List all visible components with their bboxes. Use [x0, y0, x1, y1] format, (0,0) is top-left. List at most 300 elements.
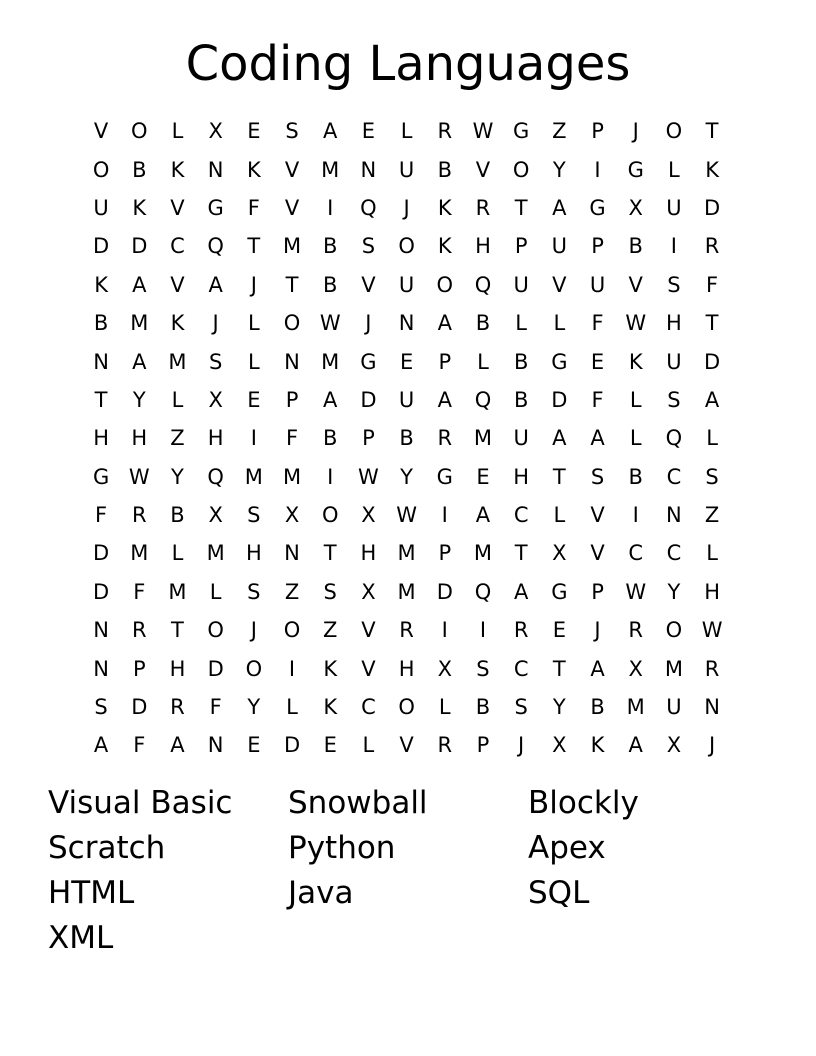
grid-letter: L — [553, 503, 566, 528]
grid-letter: B — [475, 311, 491, 336]
grid-letter: J — [250, 618, 257, 643]
grid-letter: Z — [704, 503, 720, 528]
grid-letter: M — [321, 349, 340, 374]
grid-letter: R — [131, 618, 147, 643]
grid-letter: L — [629, 426, 642, 451]
grid-letter: A — [170, 733, 185, 758]
grid-letter: S — [705, 464, 719, 489]
grid-row — [82, 419, 732, 457]
grid-letter: R — [131, 503, 147, 528]
grid-letter: Y — [552, 695, 566, 720]
grid-letter: V — [475, 157, 491, 182]
grid-letter: M — [168, 349, 187, 374]
grid-letter: U — [666, 695, 682, 720]
grid-letter: E — [323, 733, 337, 758]
grid-letter: Z — [552, 119, 567, 144]
grid-letter: I — [441, 503, 448, 528]
grid-letter: L — [515, 311, 527, 336]
grid-letter: H — [666, 311, 682, 336]
grid-letter: O — [131, 119, 148, 144]
grid-letter: V — [590, 503, 605, 528]
grid-letter: L — [668, 157, 680, 182]
grid-letter: H — [398, 656, 415, 681]
grid-letter: M — [321, 157, 340, 182]
grid-letter: A — [590, 426, 605, 451]
grid-letter: B — [513, 387, 529, 412]
grid-letter: L — [438, 695, 451, 720]
grid-letter: C — [666, 464, 682, 489]
grid-letter: A — [437, 311, 452, 336]
grid-letter: L — [247, 311, 260, 336]
grid-letter: U — [589, 272, 606, 297]
grid-letter: Z — [284, 579, 300, 604]
grid-letter: X — [628, 656, 643, 681]
word-list-item: Apex — [528, 829, 606, 866]
grid-letter: T — [514, 541, 528, 566]
grid-letter: L — [553, 311, 566, 336]
grid-letter: T — [552, 464, 566, 489]
grid-letter: P — [591, 579, 604, 604]
word-list-item: SQL — [528, 874, 590, 911]
grid-letter: F — [247, 195, 260, 220]
grid-letter: S — [94, 695, 108, 720]
grid-letter: N — [207, 157, 224, 182]
grid-letter: Y — [400, 464, 413, 489]
grid-letter: N — [93, 618, 109, 643]
grid-letter: O — [92, 157, 110, 182]
grid-letter: A — [704, 387, 720, 412]
grid-letter: D — [436, 579, 453, 604]
grid-letter: I — [327, 464, 334, 489]
grid-letter: J — [250, 272, 257, 297]
grid-letter: S — [208, 349, 223, 374]
grid-letter: L — [209, 579, 222, 604]
grid-letter: P — [285, 387, 299, 412]
grid-letter: D — [93, 579, 110, 604]
grid-letter: K — [437, 234, 452, 259]
grid-row — [82, 381, 732, 419]
grid-letter: W — [625, 311, 647, 336]
grid-letter: W — [701, 618, 723, 643]
grid-letter: L — [477, 349, 489, 374]
grid-letter: V — [170, 195, 185, 220]
grid-letter: C — [170, 234, 185, 259]
grid-letter: P — [514, 234, 528, 259]
grid-letter: B — [93, 311, 109, 336]
grid-letter: V — [628, 272, 643, 297]
grid-letter: H — [704, 579, 720, 604]
grid-letter: S — [247, 503, 261, 528]
word-list-item: Java — [288, 874, 354, 911]
grid-letter: G — [360, 349, 377, 374]
grid-letter: B — [399, 426, 414, 451]
grid-letter: R — [704, 656, 720, 681]
grid-letter: T — [705, 119, 719, 144]
grid-letter: R — [628, 618, 644, 643]
word-list-row — [48, 780, 768, 825]
grid-letter: R — [704, 234, 720, 259]
grid-letter: T — [514, 195, 528, 220]
word-list-item: Blockly — [528, 784, 639, 821]
word-list-item: Python — [288, 829, 396, 866]
grid-letter: E — [247, 733, 261, 758]
grid-letter: H — [513, 464, 530, 489]
grid-letter: N — [666, 503, 682, 528]
grid-letter: U — [398, 157, 415, 182]
grid-letter: R — [513, 618, 529, 643]
grid-letter: D — [131, 695, 148, 720]
grid-letter: W — [396, 503, 417, 528]
grid-letter: M — [473, 541, 493, 566]
grid-letter: W — [319, 311, 341, 336]
grid-letter: E — [247, 387, 261, 412]
grid-letter: C — [666, 541, 682, 566]
grid-letter: F — [591, 311, 604, 336]
grid-letter: W — [128, 464, 150, 489]
grid-letter: S — [476, 656, 490, 681]
grid-letter: W — [472, 119, 494, 144]
grid-letter: V — [361, 656, 376, 681]
grid-letter: X — [437, 656, 452, 681]
grid-letter: T — [323, 541, 337, 566]
grid-letter: Q — [360, 195, 377, 220]
grid-letter: D — [131, 234, 148, 259]
grid-letter: P — [476, 733, 490, 758]
grid-letter: P — [438, 349, 452, 374]
grid-letter: U — [398, 272, 415, 297]
grid-row — [82, 342, 732, 380]
grid-letter: G — [207, 195, 224, 220]
grid-letter: H — [475, 234, 491, 259]
grid-letter: R — [475, 195, 491, 220]
word-list-row — [48, 915, 768, 960]
grid-letter: Q — [474, 272, 492, 297]
grid-letter: N — [207, 733, 224, 758]
grid-letter: U — [666, 195, 682, 220]
grid-letter: F — [706, 272, 719, 297]
grid-letter: X — [666, 733, 682, 758]
grid-letter: J — [212, 311, 219, 336]
grid-letter: X — [552, 733, 567, 758]
grid-letter: H — [207, 426, 224, 451]
grid-letter: N — [93, 656, 109, 681]
grid-row — [82, 304, 732, 342]
grid-letter: P — [438, 541, 452, 566]
grid-letter: J — [632, 119, 639, 144]
grid-letter: S — [323, 579, 337, 604]
grid-letter: M — [664, 656, 683, 681]
grid-letter: K — [628, 349, 643, 374]
grid-letter: E — [552, 618, 566, 643]
grid-row — [82, 150, 732, 188]
grid-letter: L — [286, 695, 298, 720]
grid-letter: A — [93, 733, 109, 758]
word-list-item: Scratch — [48, 829, 166, 866]
grid-letter: Y — [667, 579, 681, 604]
grid-letter: M — [282, 234, 302, 259]
grid-letter: V — [284, 157, 300, 182]
grid-letter: P — [591, 234, 604, 259]
grid-letter: H — [169, 656, 186, 681]
grid-letter: G — [551, 349, 568, 374]
grid-letter: Q — [665, 426, 683, 451]
grid-row — [82, 611, 732, 649]
grid-letter: D — [704, 195, 721, 220]
grid-letter: G — [627, 157, 644, 182]
grid-letter: T — [94, 387, 108, 412]
grid-letter: N — [398, 311, 415, 336]
grid-letter: U — [551, 234, 568, 259]
grid-letter: L — [171, 541, 184, 566]
grid-letter: S — [514, 695, 528, 720]
grid-letter: V — [399, 733, 414, 758]
grid-row — [82, 266, 732, 304]
grid-letter: A — [323, 387, 338, 412]
grid-letter: A — [590, 656, 605, 681]
grid-letter: L — [706, 426, 718, 451]
grid-letter: L — [171, 387, 184, 412]
grid-letter: X — [208, 503, 223, 528]
grid-letter: R — [170, 695, 185, 720]
grid-letter: F — [591, 387, 604, 412]
grid-letter: D — [551, 387, 568, 412]
grid-letter: B — [170, 503, 185, 528]
grid-letter: U — [513, 426, 529, 451]
grid-letter: V — [590, 541, 605, 566]
grid-letter: M — [626, 695, 645, 720]
grid-letter: O — [665, 618, 683, 643]
grid-letter: I — [594, 157, 601, 182]
grid-letter: J — [708, 733, 716, 758]
grid-letter: E — [590, 349, 605, 374]
grid-letter: Z — [170, 426, 185, 451]
grid-letter: X — [552, 541, 567, 566]
grid-letter: O — [398, 695, 415, 720]
grid-letter: V — [170, 272, 185, 297]
grid-letter: M — [168, 579, 187, 604]
grid-letter: K — [437, 195, 452, 220]
grid-letter: B — [590, 695, 605, 720]
grid-letter: I — [250, 426, 257, 451]
grid-row — [82, 458, 732, 496]
grid-letter: B — [628, 234, 643, 259]
grid-letter: A — [323, 119, 338, 144]
grid-letter: U — [513, 272, 529, 297]
grid-letter: A — [552, 195, 567, 220]
grid-letter: M — [130, 311, 149, 336]
grid-letter: A — [628, 733, 643, 758]
grid-letter: K — [323, 695, 338, 720]
grid-letter: N — [284, 349, 300, 374]
grid-letter: O — [245, 656, 263, 681]
grid-letter: U — [398, 387, 415, 412]
grid-letter: F — [133, 579, 146, 604]
grid-row — [82, 189, 732, 227]
grid-letter: D — [207, 656, 224, 681]
grid-letter: Q — [474, 387, 492, 412]
grid-letter: A — [513, 579, 529, 604]
grid-letter: O — [283, 618, 301, 643]
grid-letter: S — [590, 464, 605, 489]
grid-letter: O — [321, 503, 339, 528]
grid-letter: G — [436, 464, 453, 489]
grid-letter: A — [132, 349, 147, 374]
grid-row — [82, 496, 732, 534]
grid-letter: M — [206, 541, 225, 566]
grid-letter: Q — [474, 579, 492, 604]
grid-letter: Y — [171, 464, 184, 489]
grid-letter: C — [513, 503, 529, 528]
grid-letter: I — [441, 618, 448, 643]
grid-letter: B — [132, 157, 147, 182]
grid-letter: D — [93, 234, 110, 259]
grid-letter: V — [284, 195, 300, 220]
grid-letter: X — [361, 579, 376, 604]
grid-letter: K — [170, 157, 185, 182]
grid-letter: R — [399, 618, 414, 643]
grid-letter: L — [629, 387, 642, 412]
grid-letter: V — [361, 272, 376, 297]
grid-letter: I — [288, 656, 296, 681]
grid-letter: A — [208, 272, 223, 297]
grid-letter: L — [362, 733, 375, 758]
word-list-item: Visual Basic — [48, 784, 233, 821]
grid-letter: E — [361, 119, 376, 144]
grid-letter: C — [361, 695, 376, 720]
grid-row — [82, 726, 732, 764]
word-list-row — [48, 870, 768, 915]
grid-letter: P — [132, 656, 146, 681]
grid-letter: E — [247, 119, 261, 144]
grid-row — [82, 573, 732, 611]
grid-letter: J — [594, 618, 601, 643]
grid-letter: O — [665, 119, 683, 144]
word-list-item: HTML — [48, 874, 135, 911]
grid-letter: A — [132, 272, 147, 297]
grid-letter: N — [360, 157, 377, 182]
grid-letter: B — [513, 349, 529, 374]
grid-letter: L — [247, 349, 260, 374]
grid-letter: S — [247, 579, 261, 604]
grid-letter: B — [323, 234, 338, 259]
grid-row — [82, 688, 732, 726]
grid-letter: S — [667, 272, 681, 297]
grid-letter: T — [705, 311, 719, 336]
grid-letter: K — [323, 656, 338, 681]
grid-letter: O — [207, 618, 224, 643]
grid-letter: N — [284, 541, 300, 566]
grid-letter: U — [93, 195, 109, 220]
grid-letter: A — [437, 387, 452, 412]
word-list-item: XML — [48, 919, 114, 956]
grid-letter: O — [398, 234, 415, 259]
grid-letter: I — [632, 503, 639, 528]
grid-row — [82, 112, 732, 150]
word-list-item: Snowball — [288, 784, 428, 821]
grid-letter: M — [244, 464, 263, 489]
grid-letter: C — [628, 541, 644, 566]
grid-letter: M — [397, 579, 416, 604]
grid-letter: T — [552, 656, 566, 681]
grid-letter: F — [209, 695, 222, 720]
grid-letter: P — [591, 119, 604, 144]
grid-letter: U — [666, 349, 682, 374]
grid-letter: G — [551, 579, 568, 604]
grid-letter: M — [282, 464, 302, 489]
grid-letter: Z — [323, 618, 338, 643]
grid-letter: X — [208, 387, 223, 412]
grid-letter: G — [513, 119, 530, 144]
grid-letter: N — [704, 695, 720, 720]
grid-letter: B — [475, 695, 491, 720]
grid-letter: G — [589, 195, 606, 220]
page-title: Coding Languages — [185, 36, 631, 92]
grid-letter: N — [93, 349, 109, 374]
grid-letter: C — [513, 656, 529, 681]
grid-letter: F — [133, 733, 146, 758]
grid-letter: S — [667, 387, 681, 412]
grid-letter: D — [283, 733, 301, 758]
grid-letter: F — [95, 503, 108, 528]
grid-letter: Q — [207, 234, 224, 259]
grid-letter: R — [437, 119, 453, 144]
grid-letter: B — [437, 157, 452, 182]
grid-letter: D — [704, 349, 721, 374]
grid-letter: B — [628, 464, 643, 489]
grid-letter: W — [625, 579, 647, 604]
word-list — [48, 780, 768, 960]
letter-grid — [82, 112, 732, 765]
grid-letter: M — [130, 541, 149, 566]
grid-letter: E — [476, 464, 490, 489]
grid-letter: H — [360, 541, 377, 566]
grid-letter: K — [246, 157, 261, 182]
grid-letter: V — [361, 618, 376, 643]
grid-letter: O — [283, 311, 301, 336]
grid-letter: M — [473, 426, 493, 451]
grid-letter: J — [403, 195, 410, 220]
word-list-row — [48, 825, 768, 870]
grid-letter: O — [436, 272, 454, 297]
grid-letter: S — [361, 234, 376, 259]
grid-letter: G — [92, 464, 110, 489]
grid-letter: D — [93, 541, 110, 566]
grid-row — [82, 534, 732, 572]
grid-letter: H — [131, 426, 148, 451]
grid-letter: H — [93, 426, 109, 451]
grid-letter: R — [437, 426, 453, 451]
grid-letter: K — [132, 195, 147, 220]
grid-letter: M — [397, 541, 416, 566]
grid-letter: V — [552, 272, 567, 297]
grid-letter: A — [475, 503, 491, 528]
grid-letter: L — [706, 541, 718, 566]
grid-letter: Y — [552, 157, 566, 182]
grid-letter: T — [171, 618, 184, 643]
grid-letter: A — [552, 426, 567, 451]
grid-letter: T — [247, 234, 261, 259]
grid-letter: I — [670, 234, 677, 259]
grid-letter: K — [590, 733, 605, 758]
grid-letter: E — [399, 349, 414, 374]
grid-letter: Y — [132, 387, 146, 412]
grid-letter: Y — [247, 695, 261, 720]
grid-letter: X — [361, 503, 376, 528]
grid-letter: Q — [207, 464, 224, 489]
grid-letter: I — [479, 618, 487, 643]
grid-letter: W — [358, 464, 379, 489]
grid-letter: X — [628, 195, 643, 220]
